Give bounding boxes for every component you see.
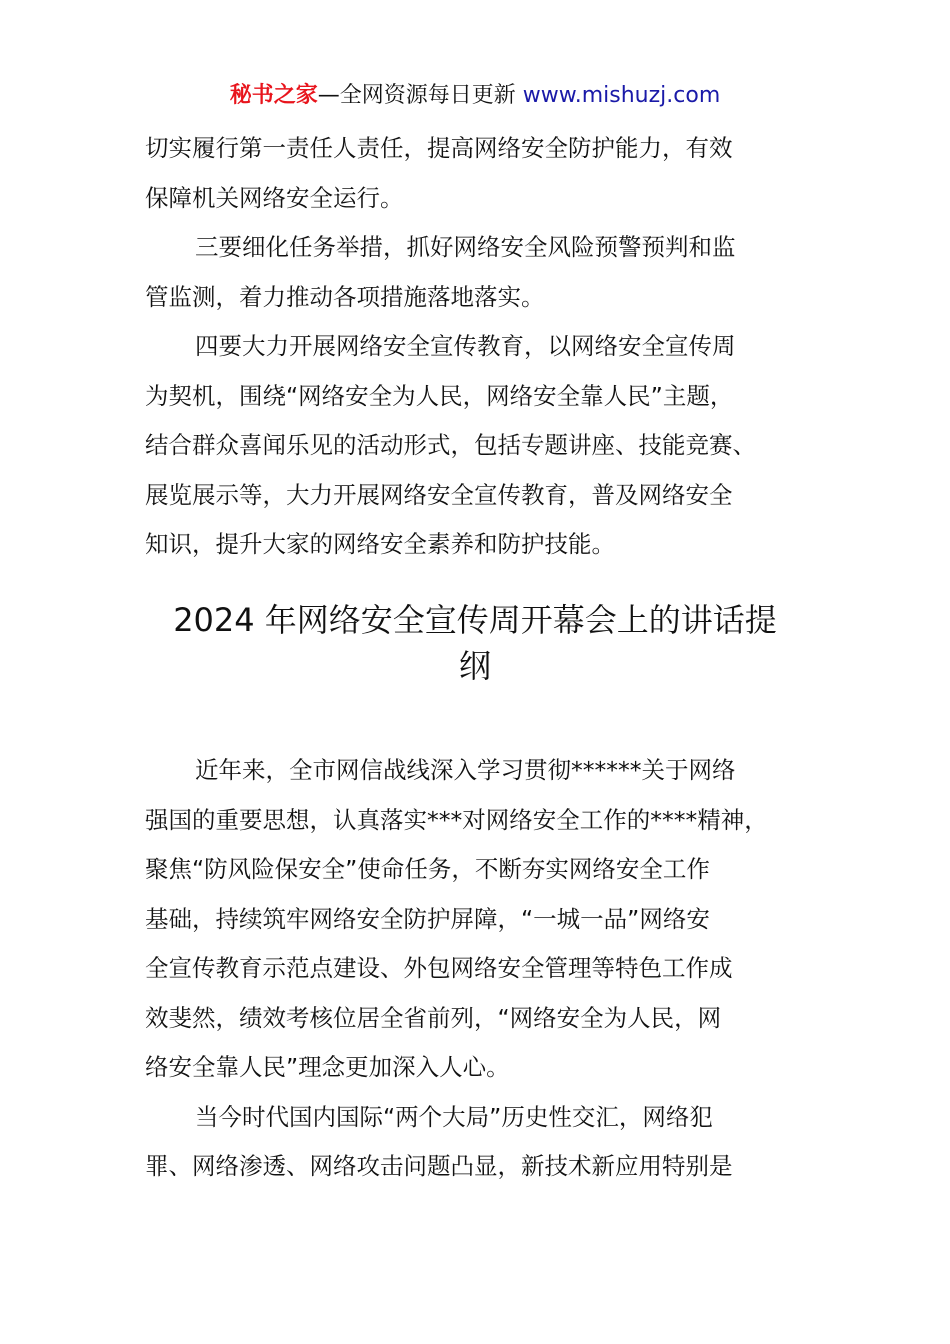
paragraph-line: 络安全靠人民”理念更加深入人心。	[145, 1053, 510, 1081]
site-url[interactable]: www.mishuzj.com	[522, 83, 721, 108]
paragraph-line: 切实履行第一责任人责任，提高网络安全防护能力，有效	[145, 134, 733, 162]
paragraph-line: 强国的重要思想，认真落实***对网络安全工作的****精神，	[145, 805, 768, 834]
section-2-body	[145, 746, 815, 1192]
document-title	[130, 597, 820, 689]
paragraph-line: 全宣传教育示范点建设、外包网络安全管理等特色工作成	[145, 954, 733, 982]
paragraph-line: 三要细化任务举措，抓好网络安全风险预警预判和监	[195, 233, 736, 261]
paragraph-line: 展览展示等，大力开展网络安全宣传教育，普及网络安全	[145, 480, 733, 509]
paragraph-line: 结合群众喜闻乐见的活动形式，包括专题讲座、技能竞赛、	[145, 431, 756, 459]
paragraph-line: 聚焦“防风险保安全”使命任务，不断夯实网络安全工作	[145, 855, 710, 883]
section-1-body	[145, 124, 805, 570]
paragraph-line: 当今时代国内国际“两个大局”历史性交汇，网络犯	[195, 1102, 713, 1131]
paragraph-line: 罪、网络渗透、网络攻击问题凸显，新技术新应用特别是	[145, 1152, 733, 1180]
title-line-2: 纲	[458, 647, 491, 685]
paragraph-line: 基础，持续筑牢网络安全防护屏障，“一城一品”网络安	[145, 904, 710, 933]
paragraph-line: 管监测，着力推动各项措施落地落实。	[145, 282, 545, 311]
paragraph-line: 保障机关网络安全运行。	[145, 183, 404, 212]
paragraph-line: 近年来，全市网信战线深入学习贯彻******关于网络	[195, 756, 736, 784]
paragraph-line: 四要大力开展网络安全宣传教育，以网络安全宣传周	[195, 332, 736, 360]
brand-name: 秘书之家	[229, 83, 318, 108]
paragraph-line: 效斐然，绩效考核位居全省前列，“网络安全为人民，网	[145, 1003, 722, 1032]
paragraph-line: 为契机，围绕“网络安全为人民，网络安全靠人民”主题，	[145, 381, 734, 410]
paragraph-line: 知识，提升大家的网络安全素养和防护技能。	[145, 530, 615, 558]
page-header	[0, 80, 950, 112]
title-line-1: 2024 年网络安全宣传周开幕会上的讲话提	[173, 601, 777, 639]
header-tagline: —全网资源每日更新	[317, 83, 516, 108]
